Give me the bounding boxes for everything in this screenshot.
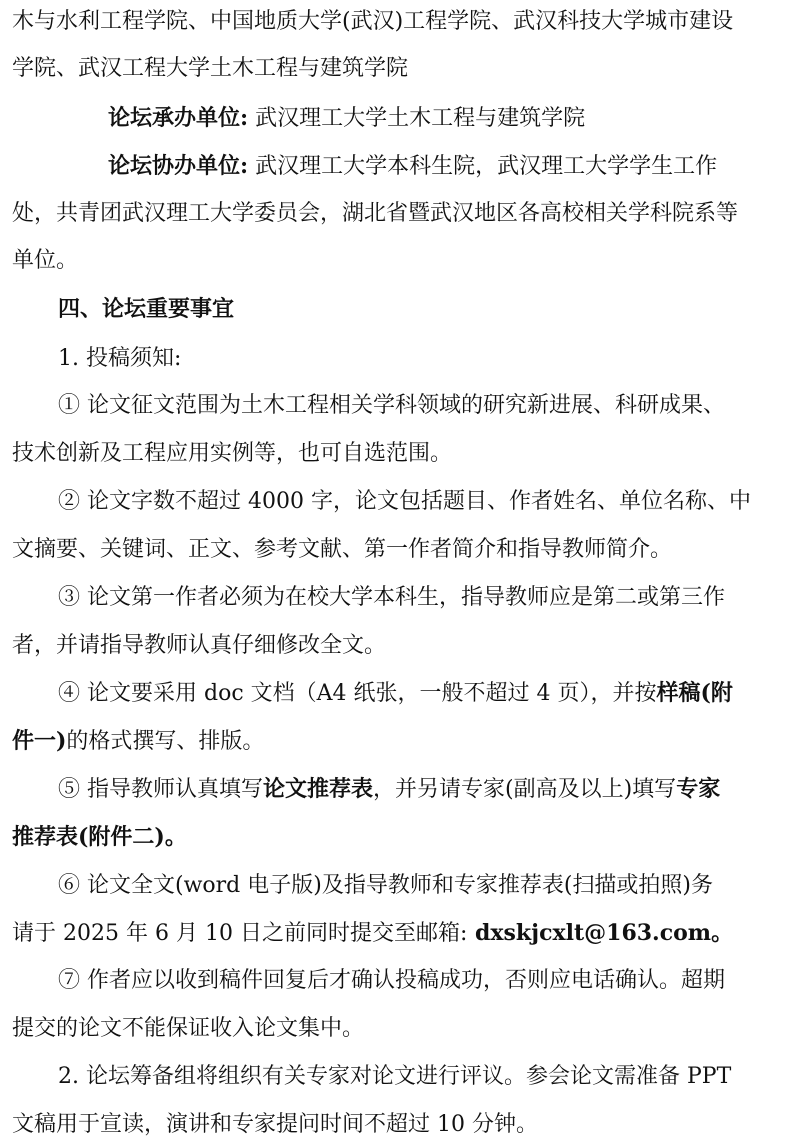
submission-email: dxskjcxlt@163.com。 [467, 920, 734, 946]
text-run: ，并另请专家(副高及以上)填写 [373, 777, 677, 802]
attachment-reference: 件一) [12, 728, 67, 754]
list-item-line: ② 论文字数不超过 4000 字，论文包括题目、作者姓名、单位名称、中 [58, 489, 751, 514]
organizer-label: 论坛承办单位: [108, 105, 249, 131]
form-reference: 专家 [676, 776, 721, 802]
paragraph-line: 木与水利工程学院、中国地质大学(武汉)工程学院、武汉科技大学城市建设 [12, 9, 734, 34]
subsection-heading: 1. 投稿须知: [58, 346, 182, 371]
co-organizer-line [108, 143, 717, 190]
paragraph-line [12, 718, 264, 765]
list-item-line: ⑦ 作者应以收到稿件回复后才确认投稿成功，否则应电话确认。超期 [58, 968, 725, 993]
paragraph-line: 者，并请指导教师认真仔细修改全文。 [12, 633, 387, 658]
form-reference: 推荐表(附件二)。 [12, 824, 187, 850]
paragraph-line: 文稿用于宣读，演讲和专家提问时间不超过 10 分钟。 [12, 1112, 538, 1137]
co-organizer-label: 论坛协办单位: [108, 153, 249, 179]
attachment-reference: 样稿(附 [656, 680, 733, 706]
co-organizer-value: 武汉理工大学本科生院，武汉理工大学学生工作 [248, 154, 718, 179]
form-reference: 论文推荐表 [263, 776, 374, 802]
text-run: 的格式撰写、排版。 [66, 729, 265, 754]
paragraph-line: 单位。 [12, 248, 79, 273]
paragraph-line: 文摘要、关键词、正文、参考文献、第一作者简介和指导教师简介。 [12, 537, 673, 562]
organizer-value: 武汉理工大学土木工程与建筑学院 [248, 106, 586, 131]
list-item-line: ⑥ 论文全文(word 电子版)及指导教师和专家推荐表(扫描或拍照)务 [58, 873, 713, 898]
list-item-line: 2. 论坛筹备组将组织有关专家对论文进行评议。参会论文需准备 PPT [58, 1064, 732, 1089]
paragraph-line [12, 910, 733, 957]
text-run: ④ 论文要采用 doc 文档（A4 纸张，一般不超过 4 页），并按 [58, 681, 657, 706]
paragraph-line: 学院、武汉工程大学土木工程与建筑学院 [12, 56, 409, 81]
paragraph-line: 技术创新及工程应用实例等，也可自选范围。 [12, 441, 453, 466]
paragraph-line [12, 814, 187, 861]
list-item-line: ① 论文征文范围为土木工程相关学科领域的研究新进展、科研成果、 [58, 393, 725, 418]
list-item-line: ③ 论文第一作者必须为在校大学本科生，指导教师应是第二或第三作 [58, 585, 725, 610]
paragraph-line: 提交的论文不能保证收入论文集中。 [12, 1016, 365, 1041]
paragraph-line: 处，共青团武汉理工大学委员会，湖北省暨武汉地区各高校相关学科院系等 [12, 201, 739, 226]
list-item-line [58, 670, 733, 717]
text-run: ⑤ 指导教师认真填写 [58, 777, 263, 802]
list-item-line [58, 766, 720, 813]
section-heading: 四、论坛重要事宜 [58, 296, 235, 322]
organizer-line [108, 95, 585, 142]
text-run: 请于 2025 年 6 月 10 日之前同时提交至邮箱: [12, 921, 468, 946]
